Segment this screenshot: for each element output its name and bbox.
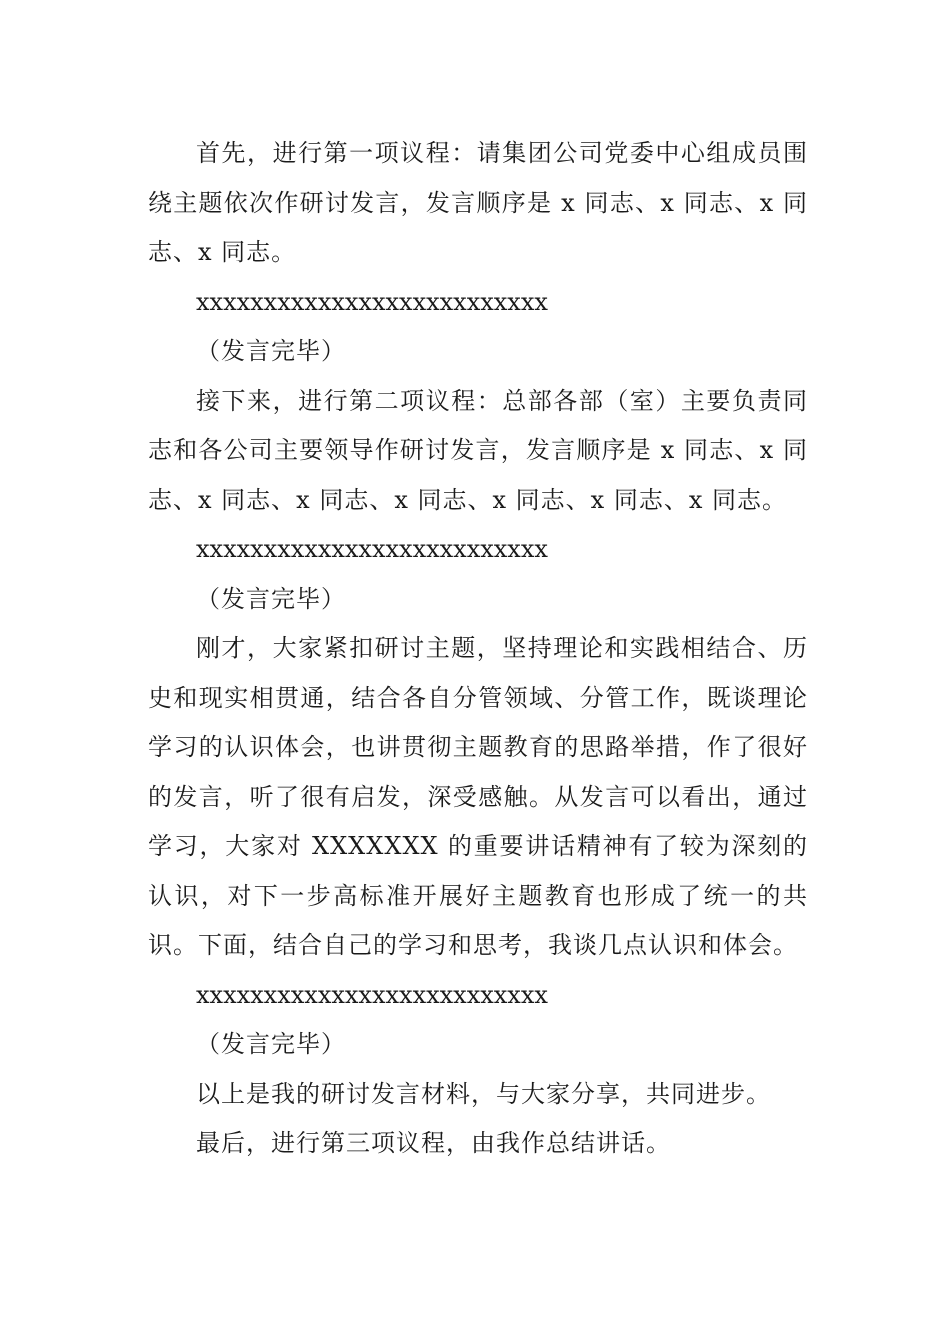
paragraph-agenda-one: 首先，进行第一项议程：请集团公司党委中心组成员围绕主题依次作研讨发言，发言顺序是 x 同志、x 同志、x 同志、x 同志。 [148,139,808,266]
placeholder-line: xxxxxxxxxxxxxxxxxxxxxxxxxx [196,535,548,563]
placeholder-line: xxxxxxxxxxxxxxxxxxxxxxxxxx [196,287,548,316]
paragraph-closing-share: 以上是我的研讨发言材料，与大家分享，共同进步。 [196,1079,771,1108]
speech-finished-note: （发言完毕） [196,584,346,613]
document-body [148,129,808,1169]
paragraph-agenda-two: 接下来，进行第二项议程：总部各部（室）主要负责同志和各公司主要领导作研讨发言，发言顺序是 x 同志、x 同志、x 同志、x 同志、x 同志、x 同志、x 同志、x 同志。 [148,386,808,514]
paragraph-summary-remarks: 刚才，大家紧扣研讨主题，坚持理论和实践相结合、历史和现实相贯通，结合各自分管领域、分管工作，既谈理论学习的认识体会，也讲贯彻主题教育的思路举措，作了很好的发言，听了很有启发，深受感触。从发言可以看出，通过学习，大家对 XXXXXXX 的重要讲话精神有了较为深刻的认识，对下一步高标准开展好主题教育也形成了统一的共识。下面，结合自己的学习和思考，我谈几点认识和体会。 [148,634,808,959]
placeholder-line: xxxxxxxxxxxxxxxxxxxxxxxxxx [196,980,548,1009]
paragraph-agenda-three: 最后，进行第三项议程，由我作总结讲话。 [196,1129,671,1157]
speech-finished-note: （发言完毕） [196,337,346,365]
speech-finished-note: （发言完毕） [196,1030,346,1058]
